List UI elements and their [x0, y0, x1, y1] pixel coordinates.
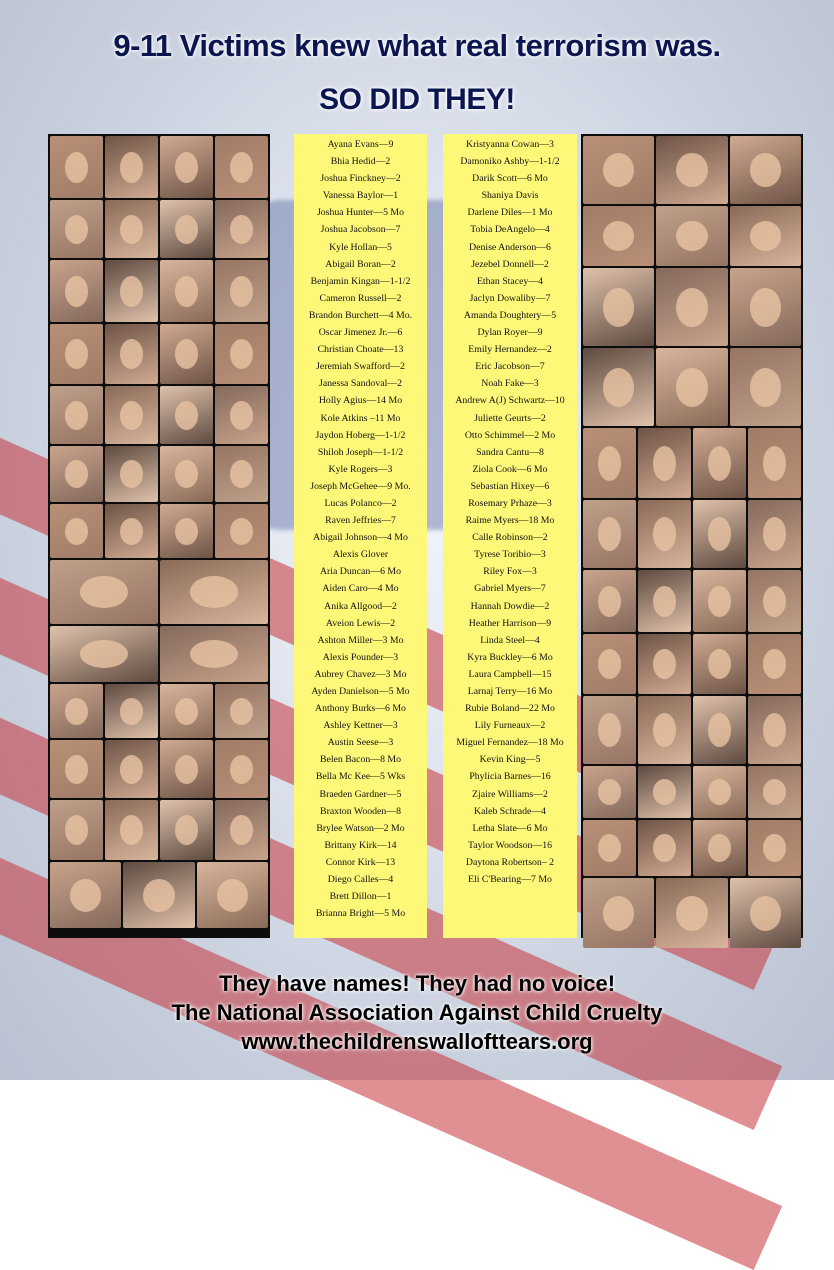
victim-name: Denise Anderson—6	[469, 241, 551, 253]
victim-name: Larnaj Terry—16 Mo	[467, 686, 553, 697]
victim-name: Brittany Kirk—14	[324, 839, 397, 851]
child-face	[598, 446, 621, 481]
child-photo	[105, 446, 158, 502]
child-face	[120, 518, 143, 545]
victim-name: Vanessa Baylor—1	[322, 190, 399, 202]
victim-name: Connor Kirk—13	[325, 856, 396, 868]
child-face	[70, 879, 101, 912]
child-photo	[160, 684, 213, 738]
child-face	[598, 779, 621, 805]
child-photo	[730, 136, 801, 204]
victim-name: Letha Slate—6 Mo	[472, 822, 548, 834]
child-face	[65, 215, 88, 244]
child-face	[598, 834, 621, 862]
child-photo	[50, 684, 103, 738]
child-face	[175, 152, 198, 183]
child-face	[708, 713, 731, 747]
child-photo	[215, 446, 268, 502]
child-face	[65, 755, 88, 784]
child-photo	[693, 500, 746, 568]
child-photo	[215, 800, 268, 860]
child-face	[598, 517, 621, 551]
child-photo	[160, 136, 213, 198]
footer-website: www.thechildrenswallofttears.org	[241, 1029, 593, 1054]
child-face	[598, 586, 621, 617]
child-photo	[215, 136, 268, 198]
victim-name: Aria Duncan—6 Mo	[319, 566, 402, 578]
victim-name: Ayden Danielson—5 Mo	[311, 686, 410, 697]
child-photo	[693, 428, 746, 498]
child-face	[653, 586, 676, 617]
victim-name: Kyle Rogers—3	[328, 463, 393, 475]
names-column-left	[294, 134, 427, 938]
photo-grid-right	[581, 134, 803, 938]
child-face	[230, 755, 253, 784]
victim-name: Kevin King—5	[479, 754, 541, 766]
victim-name: Phylicia Barnes—16	[469, 771, 551, 783]
child-photo	[583, 136, 654, 204]
victim-name: Laura Campbell—15	[468, 668, 552, 680]
child-photo	[160, 200, 213, 258]
child-face	[708, 586, 731, 617]
child-face	[230, 276, 253, 307]
victim-name: Jaclyn Dowaliby—7	[469, 292, 551, 304]
child-face	[120, 698, 143, 725]
child-face	[65, 401, 88, 430]
child-face	[65, 339, 88, 369]
victim-name: Brianna Bright—5 Mo	[315, 908, 406, 920]
child-face	[120, 755, 143, 784]
victim-name: Juliette Geurts—2	[474, 412, 546, 424]
child-photo	[105, 504, 158, 558]
page-title: 9-11 Victims knew what real terrorism was.	[113, 28, 721, 63]
victim-name: Belen Bacon—8 Mo	[319, 754, 402, 766]
child-photo	[105, 324, 158, 384]
child-face	[175, 518, 198, 545]
victim-name: Christian Choate—13	[317, 344, 404, 356]
victim-name: Oscar Jimenez Jr.—6	[318, 327, 403, 339]
victim-name: Jeremiah Swafford—2	[316, 361, 405, 373]
child-photo	[160, 740, 213, 798]
child-photo	[105, 136, 158, 198]
victim-name: Shaniya Davis	[481, 190, 539, 202]
victim-name: Kaleb Schrade—4	[473, 805, 547, 817]
child-face	[120, 215, 143, 244]
victim-name: Ashley Kettner—3	[323, 720, 398, 732]
child-face	[708, 446, 731, 481]
victim-name: Damoniko Ashby—1-1/2	[460, 156, 560, 168]
victim-name: Jaydon Hoberg—1-1/2	[315, 429, 406, 441]
child-photo	[215, 740, 268, 798]
victim-name: Heather Harrison—9	[468, 617, 552, 629]
victim-name: Emily Hernandez—2	[468, 344, 552, 356]
child-face	[217, 879, 248, 912]
child-photo	[693, 570, 746, 632]
child-photo	[50, 800, 103, 860]
child-photo	[748, 820, 801, 876]
child-face	[230, 401, 253, 430]
victim-name: Eric Jacobson—7	[475, 361, 545, 373]
child-face	[763, 834, 786, 862]
victim-name: Darik Scott—6 Mo	[472, 173, 548, 185]
child-face	[175, 460, 198, 488]
victim-name: Joshua Finckney—2	[320, 173, 401, 185]
victim-name: Noah Fake—3	[481, 378, 539, 390]
child-photo	[583, 634, 636, 694]
child-face	[230, 815, 253, 845]
child-photo	[215, 386, 268, 444]
child-photo	[50, 560, 158, 624]
child-photo	[160, 626, 268, 682]
child-face	[65, 276, 88, 307]
child-photo	[105, 200, 158, 258]
child-photo	[50, 446, 103, 502]
victim-name: Kole Atkins –11 Mo	[320, 412, 401, 424]
child-photo	[50, 626, 158, 682]
victim-name: Braxton Wooden—8	[320, 805, 401, 817]
child-photo	[638, 570, 691, 632]
child-face	[175, 339, 198, 369]
child-photo	[50, 504, 103, 558]
child-face	[708, 779, 731, 805]
victim-name: Kyra Buckley—6 Mo	[467, 651, 553, 663]
child-photo	[50, 136, 103, 198]
child-face	[65, 698, 88, 725]
child-photo	[105, 684, 158, 738]
child-face	[763, 779, 786, 805]
victim-name: Sandra Cantu—8	[476, 446, 544, 458]
victim-name: Andrew A(J) Schwartz—10	[455, 395, 565, 407]
victim-name: Abigail Johnson—4 Mo	[313, 532, 408, 544]
child-photo	[583, 878, 654, 948]
child-face	[175, 215, 198, 244]
child-photo	[638, 634, 691, 694]
child-photo	[656, 268, 727, 346]
child-photo	[197, 862, 268, 928]
victim-name: Ayana Evans—9	[327, 139, 394, 150]
child-face	[598, 649, 621, 679]
child-face	[750, 221, 781, 251]
child-face	[175, 698, 198, 725]
child-face	[190, 640, 238, 668]
victim-name: Aveion Lewis—2	[325, 617, 396, 629]
child-photo	[50, 862, 121, 928]
child-photo	[215, 200, 268, 258]
child-photo	[638, 820, 691, 876]
child-face	[65, 518, 88, 545]
child-photo	[215, 324, 268, 384]
child-photo	[748, 428, 801, 498]
child-face	[65, 152, 88, 183]
child-photo	[583, 820, 636, 876]
child-face	[190, 576, 238, 608]
child-photo	[656, 878, 727, 948]
child-photo	[748, 766, 801, 818]
child-face	[676, 153, 707, 187]
child-face	[676, 368, 707, 407]
child-face	[120, 815, 143, 845]
victim-name: Benjamin Kingan—1-1/2	[310, 275, 411, 287]
child-photo	[656, 136, 727, 204]
footer-slogan: They have names! They had no voice!	[218, 971, 616, 996]
victim-name: Raven Jeffries—7	[325, 515, 396, 527]
child-photo	[105, 260, 158, 322]
victim-name: Aubrey Chavez—3 Mo	[314, 668, 407, 680]
child-photo	[215, 504, 268, 558]
child-photo	[583, 428, 636, 498]
child-photo	[638, 766, 691, 818]
victim-name: Bella Mc Kee—5 Wks	[315, 771, 406, 783]
child-photo	[693, 634, 746, 694]
victim-name: Brandon Burchett—4 Mo.	[308, 309, 413, 321]
child-face	[230, 215, 253, 244]
child-photo	[160, 324, 213, 384]
child-face	[763, 446, 786, 481]
child-photo	[50, 740, 103, 798]
victim-name: Jezebel Donnell—2	[471, 258, 549, 270]
victim-name: Aiden Caro—4 Mo	[322, 583, 399, 595]
victim-name: Otto Schimmel—2 Mo	[464, 429, 556, 441]
child-face	[175, 815, 198, 845]
victim-name: Holly Agius—14 Mo	[318, 395, 403, 407]
victim-name: Janessa Sandoval—2	[319, 378, 402, 390]
victim-name: Anika Allgood—2	[324, 600, 397, 612]
child-photo	[583, 348, 654, 426]
victim-name: Kyle Hollan—5	[329, 241, 392, 253]
child-face	[653, 446, 676, 481]
child-photo	[160, 260, 213, 322]
child-photo	[638, 428, 691, 498]
victim-name: Braeden Gardner—5	[319, 788, 402, 800]
child-photo	[638, 696, 691, 764]
victim-name: Daytona Robertson– 2	[465, 856, 555, 868]
child-face	[653, 649, 676, 679]
victim-name: Taylor Woodson—16	[467, 839, 553, 851]
child-photo	[160, 800, 213, 860]
child-face	[143, 879, 174, 912]
victim-name: Abigail Boran—2	[325, 258, 396, 270]
child-face	[763, 713, 786, 747]
child-face	[175, 401, 198, 430]
child-face	[708, 649, 731, 679]
child-photo	[730, 348, 801, 426]
child-photo	[50, 324, 103, 384]
child-face	[676, 221, 707, 251]
child-face	[653, 779, 676, 805]
child-face	[230, 698, 253, 725]
victim-name: Kristyanna Cowan—3	[466, 139, 554, 150]
child-photo	[215, 684, 268, 738]
victim-name: Brett Dillon—1	[329, 891, 392, 903]
child-photo	[583, 268, 654, 346]
footer-organization: The National Association Against Child Cruelty	[171, 1000, 663, 1025]
child-face	[120, 152, 143, 183]
victim-name: Alexis Pounder—3	[322, 651, 399, 663]
child-face	[65, 815, 88, 845]
page-subtitle: SO DID THEY!	[319, 83, 515, 116]
child-photo	[160, 386, 213, 444]
victim-name: Lily Furneaux—2	[474, 720, 546, 732]
child-photo	[50, 386, 103, 444]
child-photo	[123, 862, 194, 928]
victim-name: Amanda Doughtery—5	[463, 309, 557, 321]
child-photo	[105, 740, 158, 798]
child-photo	[693, 820, 746, 876]
victim-name: Joshua Hunter—5 Mo	[316, 207, 405, 219]
child-face	[230, 518, 253, 545]
child-photo	[215, 260, 268, 322]
names-column-right	[443, 134, 577, 938]
victim-name: Diego Calles—4	[327, 874, 394, 886]
victim-name: Ethan Stacey—4	[476, 275, 544, 287]
victim-name: Rubie Boland—22 Mo	[465, 703, 555, 715]
child-face	[763, 649, 786, 679]
child-photo	[730, 206, 801, 266]
child-face	[750, 153, 781, 187]
child-photo	[160, 504, 213, 558]
child-face	[603, 368, 634, 407]
child-face	[676, 896, 707, 931]
child-face	[120, 401, 143, 430]
child-face	[708, 834, 731, 862]
victim-name: Cameron Russell—2	[319, 292, 402, 304]
child-face	[653, 517, 676, 551]
child-photo	[50, 260, 103, 322]
child-photo	[638, 500, 691, 568]
child-photo	[160, 446, 213, 502]
child-photo	[730, 268, 801, 346]
child-face	[65, 460, 88, 488]
child-photo	[105, 800, 158, 860]
child-face	[120, 460, 143, 488]
victim-name: Anthony Burks—6 Mo	[315, 703, 406, 715]
child-photo	[730, 878, 801, 948]
child-face	[80, 640, 128, 668]
child-face	[80, 576, 128, 608]
photo-grid-left	[48, 134, 270, 938]
child-photo	[693, 696, 746, 764]
child-face	[750, 368, 781, 407]
child-photo	[583, 500, 636, 568]
victim-name: Ashton Miller—3 Mo	[317, 634, 404, 646]
child-face	[175, 755, 198, 784]
victim-name: Tobia DeAngelo—4	[470, 224, 550, 236]
child-photo	[583, 696, 636, 764]
child-photo	[748, 500, 801, 568]
victim-name: Eli C'Bearing—7 Mo	[468, 874, 552, 886]
child-photo	[583, 766, 636, 818]
child-face	[653, 713, 676, 747]
victim-name: Riley Fox—3	[483, 566, 537, 578]
victim-name: Joseph McGehee—9 Mo.	[310, 480, 411, 492]
victim-name: Tyrese Toribio—3	[474, 549, 546, 561]
victim-name: Zjaire Williams—2	[472, 788, 548, 800]
child-face	[120, 339, 143, 369]
child-face	[750, 288, 781, 327]
child-face	[230, 152, 253, 183]
child-face	[603, 153, 634, 187]
child-face	[175, 276, 198, 307]
child-photo	[50, 200, 103, 258]
child-face	[603, 896, 634, 931]
child-face	[603, 288, 634, 327]
victim-name: Linda Steel—4	[480, 634, 540, 646]
child-face	[750, 896, 781, 931]
victim-name: Bhia Hedid—2	[330, 156, 391, 168]
child-face	[598, 713, 621, 747]
victim-name: Shiloh Joseph—1-1/2	[317, 446, 404, 458]
victim-name: Lucas Polanco—2	[324, 497, 397, 509]
child-face	[763, 517, 786, 551]
child-face	[230, 339, 253, 369]
victim-name: Darlene Diles—1 Mo	[467, 207, 553, 219]
victim-name: Austin Seese—3	[327, 737, 394, 749]
child-photo	[748, 634, 801, 694]
child-photo	[105, 386, 158, 444]
child-photo	[693, 766, 746, 818]
victim-name: Rosemary Prhaze—3	[468, 497, 552, 509]
child-face	[653, 834, 676, 862]
victim-name: Brylee Watson—2 Mo	[316, 822, 405, 834]
child-face	[763, 586, 786, 617]
child-photo	[583, 570, 636, 632]
victim-name: Gabriel Myers—7	[474, 583, 546, 595]
victim-name: Calle Robinson—2	[472, 532, 548, 544]
victim-name: Raime Myers—18 Mo	[465, 515, 555, 527]
child-photo	[160, 560, 268, 624]
child-photo	[656, 348, 727, 426]
child-face	[230, 460, 253, 488]
child-photo	[748, 570, 801, 632]
victim-name: Hannah Dowdie—2	[470, 600, 550, 612]
child-face	[676, 288, 707, 327]
child-photo	[656, 206, 727, 266]
child-face	[603, 221, 634, 251]
victim-name: Ziola Cook—6 Mo	[472, 463, 548, 475]
victim-name: Sebastian Hixey—6	[470, 480, 550, 492]
child-photo	[748, 696, 801, 764]
child-face	[120, 276, 143, 307]
victim-name: Dylan Royer—9	[477, 327, 543, 339]
victim-name: Joshua Jacobson—7	[320, 224, 401, 236]
victim-name: Alexis Glover	[332, 549, 389, 561]
child-photo	[583, 206, 654, 266]
victim-name: Miguel Fernandez—18 Mo	[456, 737, 564, 749]
child-face	[708, 517, 731, 551]
